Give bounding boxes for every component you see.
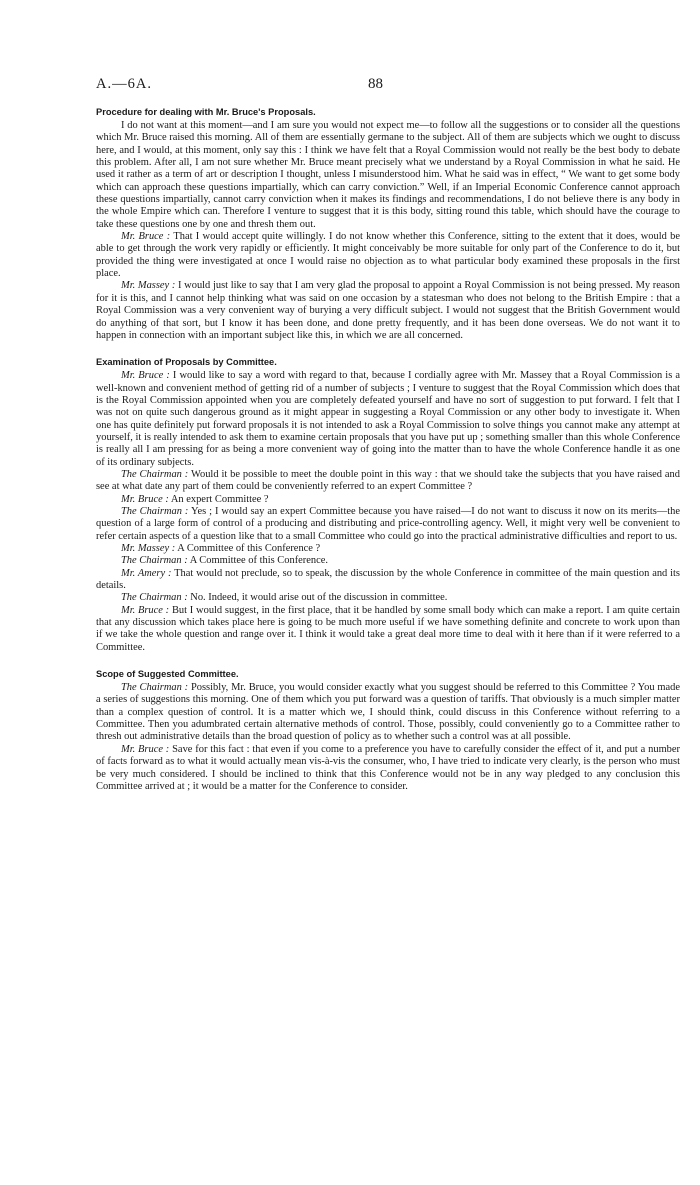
- page-number: 88: [368, 76, 383, 92]
- paragraph-text: But I would suggest, in the first place, that it be handled by some small body which can make a report. I am quite certain that any discussion which takes place here is going to be much more useful if we have something definite and concrete to work upon than if we take the whole question and range over it. I think it would take a great deal more time to deal with it here than if it were referred to a Committee.: [96, 604, 681, 653]
- speaker-name: Mr. Bruce :: [121, 604, 170, 616]
- section-procedure: [96, 106, 680, 342]
- speaker-name: Mr. Amery :: [121, 567, 172, 579]
- paragraph-text: A Committee of this Conference.: [189, 555, 328, 567]
- paragraph: [96, 682, 680, 744]
- document-reference: A.—6A.: [96, 76, 152, 92]
- section-scope: [96, 668, 680, 793]
- paragraph: [96, 494, 680, 506]
- speaker-name: The Chairman :: [121, 592, 188, 604]
- paragraph: [96, 568, 680, 593]
- speaker-name: Mr. Bruce :: [121, 370, 170, 382]
- speaker-name: Mr. Bruce :: [121, 493, 169, 505]
- paragraph-text: Yes ; I would say an expert Committee because you have raised—I do not want to discuss it now on its merits—the question of a large form of control of a producing and distributing and price-controlling agency. Well, it might very well be convenient to refer certain aspects of a question like that to a small Committee who could go into the practical administrative difficulties and report to us.: [96, 505, 680, 542]
- speaker-name: The Chairman :: [121, 505, 189, 517]
- paragraph-text: Save for this fact : that even if you come to a preference you have to carefully consider the effect of it, and put a number of facts forward as to what it would actually mean vis-à-vis the consumer, who, I have tried to indicate very clearly, is the person who must be very much considered. I should be inclined to think that this Conference would not be in any way pledged to any conclusion this Committee arrived at ; it would be a matter for the Conference to consider.: [96, 743, 681, 792]
- paragraph-text: A Committee of this Conference ?: [177, 543, 321, 554]
- paragraph: [96, 543, 680, 555]
- paragraph-text: That would not preclude, so to speak, the discussion by the whole Conference in committee of the main question and its details.: [96, 567, 680, 592]
- page-header: [96, 76, 680, 96]
- paragraph-text: Possibly, Mr. Bruce, you would consider exactly what you suggest should be referred to this Committee ? You made a series of suggestions this morning. One of them which you put forward was a question of tariffs. That obviously is a much simpler matter than a complex question of control. It is a matter which we, I should think, could discuss in this Conference without referring to a Committee. Then you adumbrated certain alternative methods of control. Those, possibly, could conveniently go to a Committee rather to thresh out administrative details than the broad question of policy as to whether such a control was at all possible.: [96, 682, 680, 743]
- speaker-name: The Chairman :: [121, 468, 189, 480]
- paragraph-text: No. Indeed, it would arise out of the discussion in committee.: [190, 592, 448, 604]
- paragraph: [96, 592, 680, 604]
- speaker-name: The Chairman :: [121, 555, 188, 567]
- speaker-name: Mr. Massey :: [121, 543, 176, 554]
- paragraph: [96, 506, 680, 543]
- paragraph-text: That I would accept quite willingly. I do not know whether this Conference, sitting to the extent that it does, would be able to get through the work very rapidly or efficiently. It might conceivably be more suitable for only part of the Conference to do it, but provided the thing were investigated at once I would raise no objection as to what particular body examined these proposals in the first place.: [96, 231, 680, 280]
- paragraph: [96, 280, 680, 342]
- paragraph: [96, 370, 680, 469]
- paragraph: [96, 469, 680, 494]
- paragraph-text: I would just like to say that I am very glad the proposal to appoint a Royal Commission is not being pressed. My reason for it is this, and I cannot help thinking what was said on one occasion by a statesman who does not belong to the British Empire : that a Royal Commission was a very convenient way of burying a very difficult subject. I would not suggest that the British Government would do anything of that sort, but I know it has been done, and done pretty frequently, and it has been done overseas. We do not want it to happen in connection with an important subject like this, in which we are all concerned.: [96, 280, 680, 341]
- paragraph-text: An expert Committee ?: [170, 493, 269, 505]
- paragraph-text: I would like to say a word with regard to that, because I cordially agree with Mr. Massey that a Royal Commission is a well-known and convenient method of getting rid of a number of subjects ; I venture to suggest that the Royal Commission which does that is the Royal Commission appointed when you are completely defeated yourself and have no sort of suggestion to put forward. I felt that I was not on quite such dangerous ground as it might appear in suggesting a Royal Commission or any other body to investigate it. When one has quite definitely put forward proposals it is not intended to ask a Royal Commission to solve things you cannot make any attempt at yourself, it is really intended to ask them to examine certain proposals that you have put up ; something smaller than this whole Conference is really all I am pressing for as being a more convenient way of going into the matter than to have the whole Conference handle it as one of its ordinary subjects.: [96, 370, 680, 468]
- section-examination: [96, 356, 680, 654]
- speaker-name: Mr. Massey :: [121, 280, 176, 292]
- paragraph-text: I do not want at this moment—and I am sure you would not expect me—to follow all the suggestions or to consider all the questions which Mr. Bruce raised this morning. All of them are essentially germane to the subject. All of them are subjects which we ought to discuss here, and I would, at this moment, only say this : I think we have felt that a Royal Commission would not really be the best body to debate this problem. After all, I am not sure whether Mr. Bruce meant precisely what we understand by a Royal Commission in what he said. He used it rather as a term of art or description I thought, unless I misunderstood him. What he said was in effect, “ We want to get some body which can approach these questions impartially, which can carry conviction.” Well, if an Imperial Economic Conference cannot approach these questions impartially, cannot carry conviction when it makes its findings and recommendations, I do not believe there is any body in the whole Empire which can. Therefore I venture to suggest that it is this body, sitting round this table, which should have the courage to take these questions one by one and thresh them out.: [96, 120, 680, 230]
- paragraph-text: Would it be possible to meet the double point in this way : that we should take the subjects that you have raised and see at what date any part of them could be conveniently referred to an expert Committee ?: [96, 468, 680, 493]
- paragraph: [96, 744, 680, 793]
- paragraph: [96, 605, 680, 654]
- paragraph: [96, 555, 680, 567]
- section-heading: Procedure for dealing with Mr. Bruce's Proposals.: [96, 107, 316, 117]
- speaker-name: Mr. Bruce :: [121, 743, 170, 755]
- paragraph: [96, 120, 680, 231]
- section-heading: Examination of Proposals by Committee.: [96, 357, 277, 368]
- document-body: [96, 106, 680, 793]
- speaker-name: Mr. Bruce :: [121, 231, 171, 243]
- paragraph: [96, 231, 680, 280]
- speaker-name: The Chairman :: [121, 682, 189, 694]
- section-heading: Scope of Suggested Committee.: [96, 669, 239, 680]
